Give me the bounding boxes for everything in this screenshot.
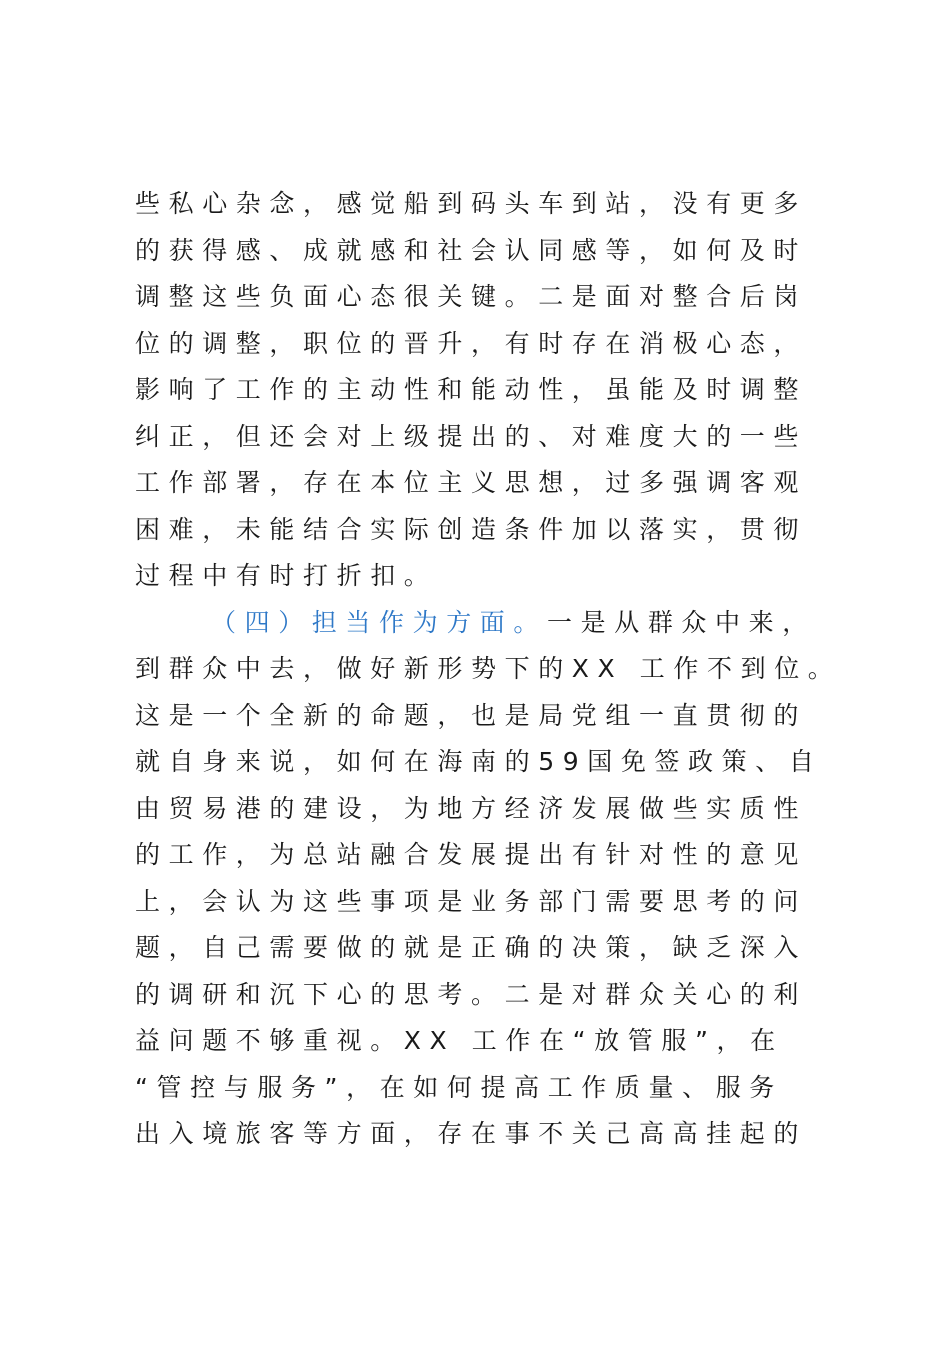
text-line: 题，自己需要做的就是正确的决策，缺乏深入 — [135, 933, 808, 962]
text-line: 出入境旅客等方面，存在事不关己高高挂起的 — [135, 1119, 808, 1148]
text-line: 的工作，为总站融合发展提出有针对性的意见 — [135, 840, 808, 869]
text-line: 工作部署，存在本位主义思想，过多强调客观 — [135, 468, 808, 497]
text-line: 纠正，但还会对上级提出的、对难度大的一些 — [135, 421, 808, 451]
text-line: 由贸易港的建设，为地方经济发展做些实质性 — [135, 793, 808, 823]
text-line: 调整这些负面心态很关键。二是面对整合后岗 — [135, 282, 808, 311]
text-line: 位的调整，职位的晋升，有时存在消极心态， — [135, 328, 808, 358]
text-line: 上，会认为这些事项是业务部门需要思考的问 — [135, 886, 808, 916]
text-line: 这是一个全新的命题，也是局党组一直贯彻的 — [135, 700, 808, 730]
text-line: “管控与服务”，在如何提高工作质量、服务 — [135, 1072, 783, 1102]
text-line: 过程中有时打折扣。 — [135, 561, 438, 590]
text-line: 的调研和沉下心的思考。二是对群众关心的利 — [135, 979, 808, 1009]
text-line: 益问题不够重视。XX 工作在“放管服”，在 — [135, 1026, 784, 1055]
text-line: 困难，未能结合实际创造条件加以落实，贯彻 — [135, 514, 808, 544]
section-heading-rest: 一是从群众中来， — [547, 607, 816, 637]
section-heading: （四）担当作为方面。 — [211, 607, 548, 637]
section-heading-line — [135, 600, 835, 647]
text-line: 的获得感、成就感和社会认同感等，如何及时 — [135, 235, 808, 265]
text-line: 就自身来说，如何在海南的59国免签政策、自 — [135, 747, 823, 776]
text-line: 些私心杂念，感觉船到码头车到站，没有更多 — [135, 189, 808, 218]
text-line: 影响了工作的主动性和能动性，虽能及时调整 — [135, 375, 808, 404]
text-line: 到群众中去，做好新形势下的XX 工作不到位。 — [135, 654, 842, 683]
body-text — [135, 181, 842, 1158]
